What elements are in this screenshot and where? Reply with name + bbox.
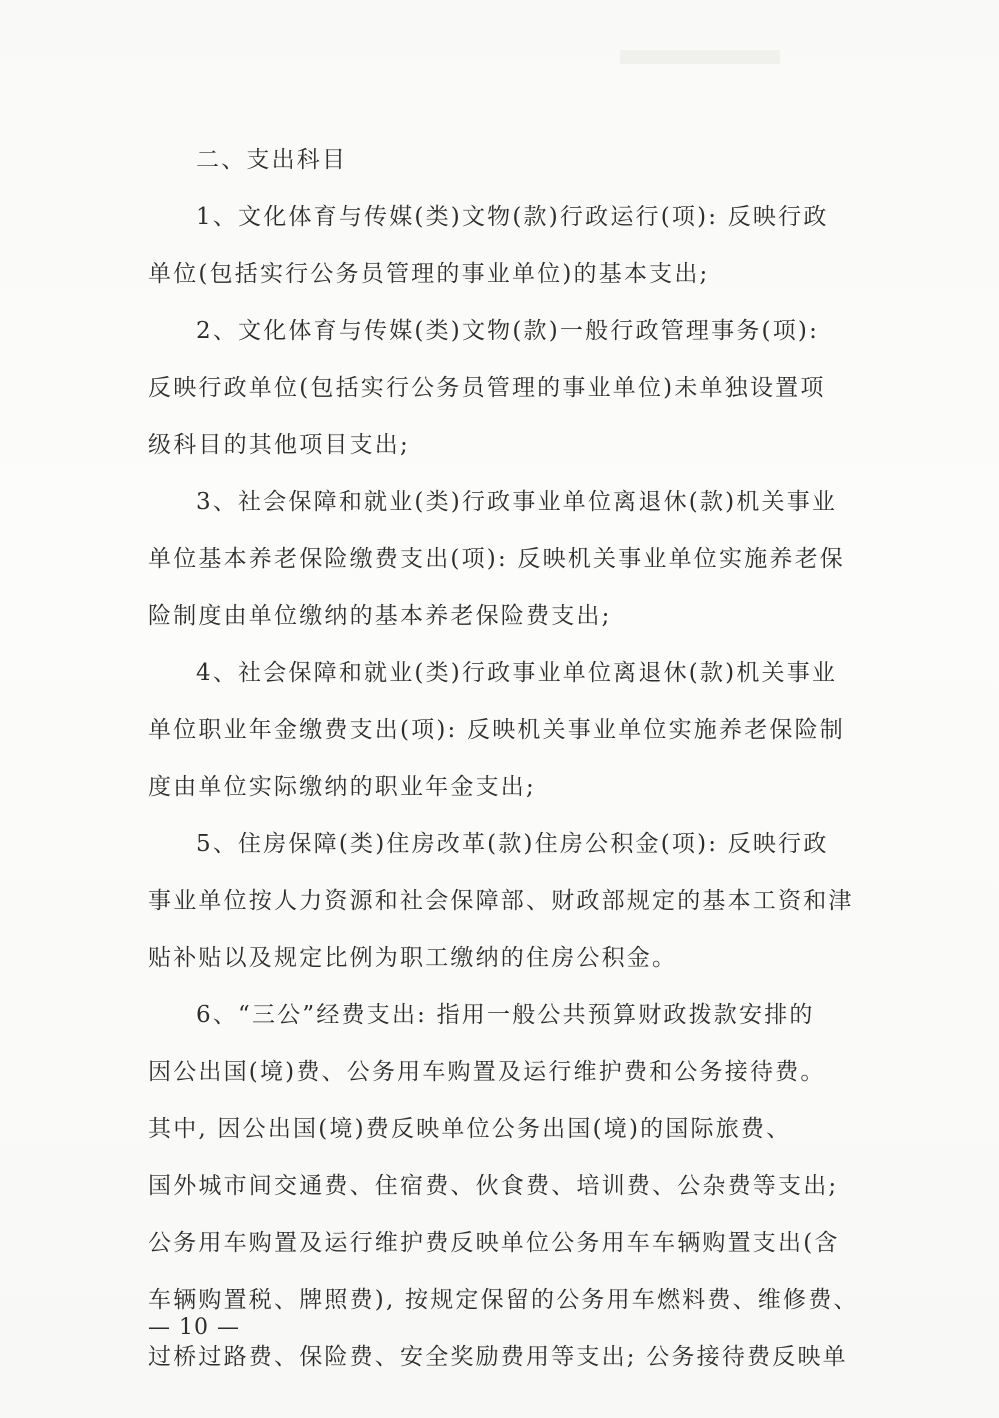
text-line: 1、文化体育与传媒(类)文物(款)行政运行(项): 反映行政	[196, 204, 829, 230]
text-line: 3、社会保障和就业(类)行政事业单位离退休(款)机关事业	[196, 489, 838, 515]
text-line: 4、社会保障和就业(类)行政事业单位离退休(款)机关事业	[196, 660, 838, 686]
page-number: — 10 —	[148, 1315, 240, 1340]
text-line: 5、住房保障(类)住房改革(款)住房公积金(项): 反映行政	[196, 831, 829, 857]
section-heading: 二、支出科目	[196, 147, 348, 173]
text-line: 其中, 因公出国(境)费反映单位公务出国(境)的国际旅费、	[148, 1116, 792, 1142]
text-line: 度由单位实际缴纳的职业年金支出;	[148, 774, 536, 800]
text-line: 6、“三公”经费支出: 指用一般公共预算财政拨款安排的	[196, 1002, 815, 1028]
text-line: 事业单位按人力资源和社会保障部、财政部规定的基本工资和津	[148, 888, 854, 914]
text-line: 单位(包括实行公务员管理的事业单位)的基本支出;	[148, 261, 710, 287]
text-line: 险制度由单位缴纳的基本养老保险费支出;	[148, 603, 612, 629]
text-line: 国外城市间交通费、住宿费、伙食费、培训费、公杂费等支出;	[148, 1173, 839, 1199]
text-line: 2、文化体育与传媒(类)文物(款)一般行政管理事务(项):	[196, 318, 820, 344]
text-line: 过桥过路费、保险费、安全奖励费用等支出; 公务接待费反映单	[148, 1344, 848, 1370]
text-line: 因公出国(境)费、公务用车购置及运行维护费和公务接待费。	[148, 1059, 826, 1085]
text-line: 单位职业年金缴费支出(项): 反映机关事业单位实施养老保险制	[148, 717, 846, 743]
text-line: 单位基本养老保险缴费支出(项): 反映机关事业单位实施养老保	[148, 546, 846, 572]
text-line: 贴补贴以及规定比例为职工缴纳的住房公积金。	[148, 945, 678, 971]
text-line: 级科目的其他项目支出;	[148, 432, 410, 458]
text-line: 车辆购置税、牌照费), 按规定保留的公务用车燃料费、维修费、	[148, 1287, 859, 1313]
scan-artifact	[620, 50, 780, 64]
text-line: 反映行政单位(包括实行公务员管理的事业单位)未单独设置项	[148, 375, 826, 401]
text-line: 公务用车购置及运行维护费反映单位公务用车车辆购置支出(含	[148, 1230, 840, 1256]
